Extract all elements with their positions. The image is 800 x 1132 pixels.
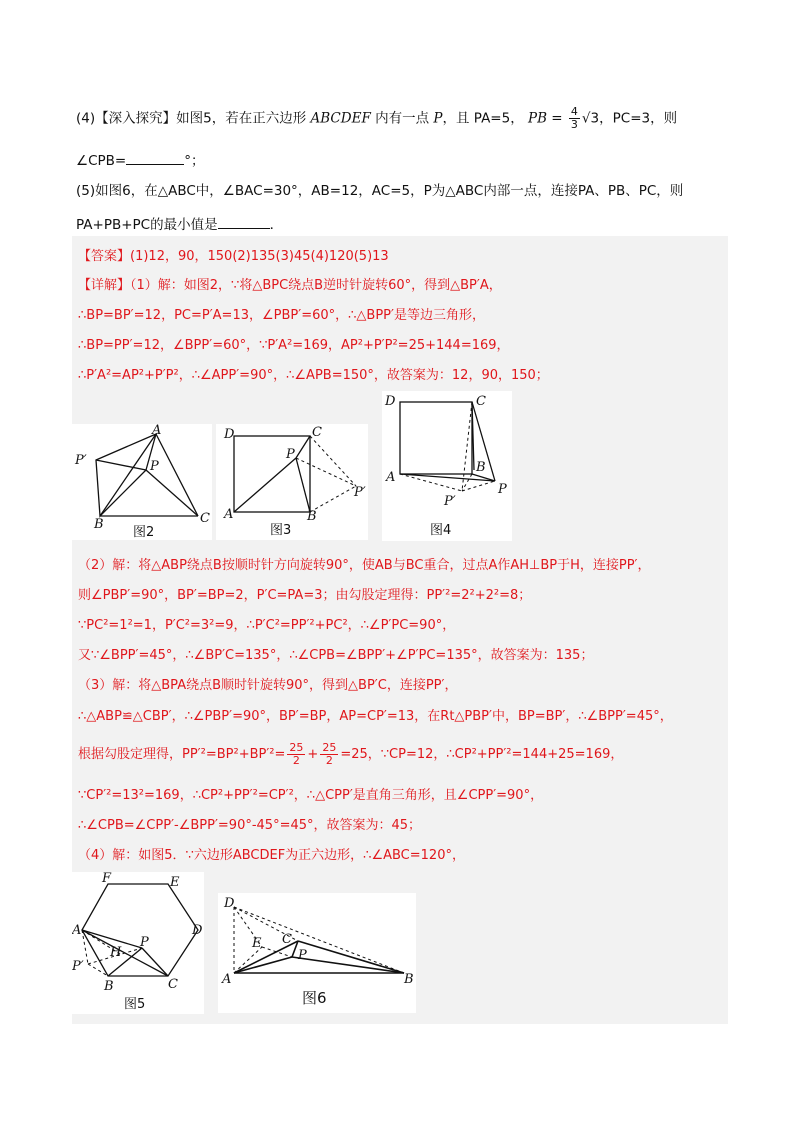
fig4-label-c: C — [476, 394, 486, 409]
fig3-caption: 图3 — [270, 523, 292, 538]
fig4-label-p-prime: P′ — [444, 494, 456, 509]
detail-line-1: 【详解】（1）解：如图2，∵将△BPC绕点B逆时针旋转60°，得到△BP′A， — [78, 278, 502, 293]
detail-line-pythagoras: 根据勾股定理得，PP′²=BP²+BP′²= $\frac{25}{2}$ + $\frac{25}{2}$ =25，∵CP=12，∴CP²+PP′²=144+25=169， — [78, 741, 624, 767]
fig3-label-b: B — [307, 509, 317, 524]
pyth-fraction-1: $\frac{25}{2}$ — [289, 741, 304, 767]
answer-line: 【答案】(1)12，90，150(2)135(3)45(4)120(5)13 — [78, 249, 389, 264]
detail-line-3: ∴BP=PP′=12，∠BPP′=60°，∵P′A²=169，AP²+P′P²=25+144=169， — [78, 338, 510, 353]
detail-line-10: ∴△ABP≌△CBP′，∴∠PBP′=90°，BP′=BP，AP=CP′=13，在Rt△PBP′中，BP=BP′，∴∠BPP′=45°， — [78, 709, 673, 724]
q4-prefix: (4)【深入探究】如图5，若在正六边形 — [76, 110, 307, 127]
fig5-label-p-prime: P′ — [72, 959, 84, 974]
fig5-label-e: E — [170, 875, 180, 890]
fig2-label-c: C — [200, 511, 210, 526]
q4-pb-lhs: PB = — [528, 110, 563, 127]
detail-line-12: ∴∠CPB=∠CPP′-∠BPP′=90°-45°=45°，故答案为：45； — [78, 818, 422, 833]
fig5-caption: 图5 — [124, 997, 146, 1012]
question-5-line-1: (5)如图6，在△ABC中，∠BAC=30°，AB=12，AC=5，P为△ABC内部一点，连接PA、PB、PC，则 — [76, 183, 684, 199]
fig6-label-b: B — [404, 972, 414, 987]
fig3-label-d: D — [224, 427, 235, 442]
q4-sqrt: √3 — [581, 110, 600, 127]
fig6-label-d: D — [224, 896, 235, 911]
q4-answer-blank[interactable] — [126, 150, 184, 165]
detail-line-2: ∴BP=BP′=12，PC=P′A=13，∠PBP′=60°，∴△BPP′是等边三角形， — [78, 308, 485, 323]
detail-line-4: ∴P′A²=AP²+P′P²，∴∠APP′=90°，∴∠APB=150°，故答案为：12，90，150； — [78, 368, 549, 383]
q4-polygon: ABCDEF — [310, 110, 371, 127]
question-4-line-2: ∠CPB= °； — [76, 150, 205, 171]
fig6-label-e: E — [252, 936, 262, 951]
figure-6 — [218, 893, 416, 1013]
fig6-label-c: C — [282, 932, 292, 947]
figure-4 — [382, 391, 512, 541]
fig5-label-h: H — [110, 945, 122, 960]
fig3-label-p-prime: P′ — [354, 485, 366, 500]
detail-line-8: 又∵∠BPP′=45°，∴∠BP′C=135°，∴∠CPB=∠BPP′+∠P′PC=135°，故答案为：135； — [78, 648, 594, 663]
fig2-label-p-prime: P′ — [75, 453, 87, 468]
fig5-label-d: D — [192, 923, 203, 938]
fig2-caption: 图2 — [133, 525, 155, 540]
fig4-label-d: D — [385, 394, 396, 409]
detail-line-6: 则∠PBP′=90°，BP′=BP=2，P′C=PA=3；由勾股定理得：PP′²=2²+2²=8； — [78, 588, 532, 603]
q5-answer-blank[interactable] — [218, 214, 270, 229]
fig5-label-a: A — [72, 923, 82, 938]
fig4-label-a: A — [386, 470, 396, 485]
detail-line-5: （2）解：将△ABP绕点B按顺时针方向旋转90°，使AB与BC重合，过点A作AH⊥BP于H，连接PP′， — [78, 558, 651, 573]
q4-mid: 内有一点 — [375, 110, 430, 127]
fig2-label-a: A — [152, 424, 162, 438]
fig6-caption: 图6 — [302, 989, 327, 1007]
q4-pa: ，且 PA=5， — [442, 110, 524, 127]
fig5-label-c: C — [168, 977, 178, 992]
fig3-label-p: P — [286, 447, 295, 462]
fig3-label-a: A — [224, 507, 234, 522]
fig6-label-a: A — [222, 972, 232, 987]
fig5-label-p: P — [140, 935, 149, 950]
fig5-label-b: B — [104, 979, 114, 994]
detail-line-7: ∵PC²=1²=1，P′C²=3²=9，∴P′C²=PP′²+PC²，∴∠P′PC=90°， — [78, 618, 456, 633]
figure-3 — [216, 424, 368, 540]
detail-line-9: （3）解：将△BPA绕点B顺时针旋转90°，得到△BP′C，连接PP′， — [78, 678, 458, 693]
fig4-label-p: P — [498, 482, 507, 497]
figure-5 — [72, 872, 204, 1014]
q4-pc: ，PC=3，则 — [599, 110, 678, 127]
question-5-line-2: PA+PB+PC的最小值是 ． — [76, 214, 283, 235]
fig2-label-p: P — [150, 459, 159, 474]
q4-fraction: $\frac{4}{3}$ — [570, 105, 578, 131]
fig6-label-p: P — [298, 948, 307, 963]
fig3-label-c: C — [312, 425, 322, 440]
q4-point: P — [433, 110, 443, 127]
pyth-fraction-2: $\frac{25}{2}$ — [322, 741, 337, 767]
figure-2 — [72, 424, 212, 540]
detail-line-11: ∵CP′²=13²=169，∴CP²+PP′²=CP′²，∴△CPP′是直角三角形，且∠CPP′=90°， — [78, 788, 544, 803]
answer-text: (1)12，90，150(2)135(3)45(4)120(5)13 — [130, 249, 389, 264]
question-4-line-1 — [76, 106, 677, 131]
detail-line-13: （4）解：如图5．∵六边形ABCDEF为正六边形，∴∠ABC=120°， — [78, 848, 465, 863]
fig4-caption: 图4 — [430, 523, 452, 538]
fig5-label-f: F — [102, 872, 112, 886]
fig2-label-b: B — [94, 517, 104, 532]
fig4-label-b: B — [476, 460, 486, 475]
q4-angle: ∠CPB= — [76, 153, 127, 169]
